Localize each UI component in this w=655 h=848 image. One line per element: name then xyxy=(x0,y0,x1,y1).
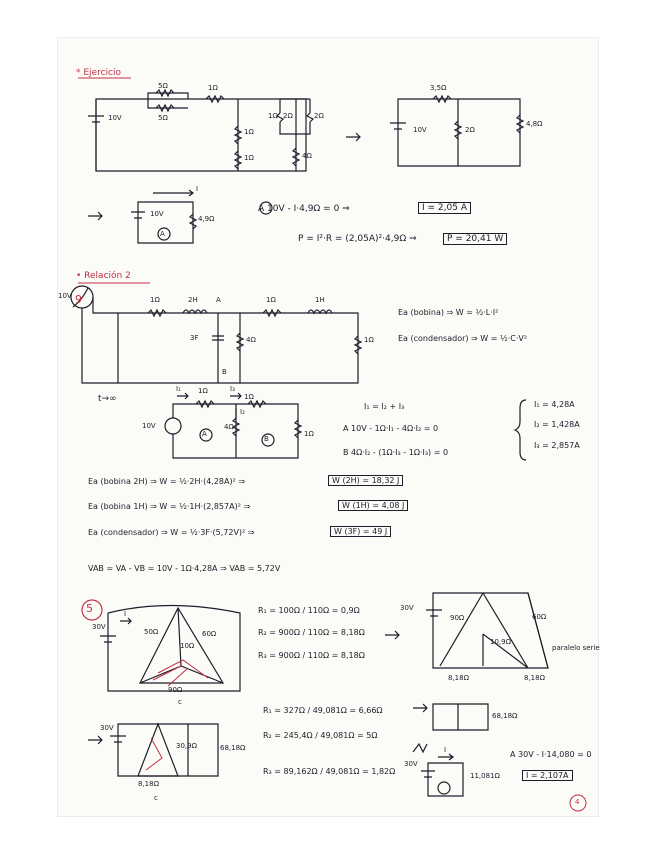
r3-calc: R₃ = 900Ω / 110Ω = 8,18Ω xyxy=(258,651,365,660)
c5f-result: I = 2,107A xyxy=(522,770,573,781)
r1-calc-b: R₁ = 327Ω / 49,081Ω = 6,66Ω xyxy=(263,706,383,715)
c1-label-1b: 1Ω xyxy=(244,128,254,136)
c2-label-node-a: A xyxy=(216,296,221,304)
kvl-a-eq: A 10V - 1Ω·I₁ - 4Ω·I₂ = 0 xyxy=(343,424,439,433)
heading-ejercicio: * Ejercicio xyxy=(76,68,121,78)
circuit-5-fourth xyxy=(433,704,488,730)
energy-capacitor-result: W (3F) = 49 J xyxy=(330,526,391,537)
circuit-1-simplified xyxy=(390,96,523,166)
c5-label-c: c xyxy=(178,698,182,706)
circuit-5-original xyxy=(82,600,240,691)
c5d-label-60: 60Ω xyxy=(532,613,547,621)
kcl-eq: I₁ = I₂ + I₃ xyxy=(364,402,405,411)
energy-capacitor: Ea (condensador) ⇒ W = ½·3F·(5,72V)² ⇒ xyxy=(88,528,255,537)
c5f-kvl: A 30V - I·14,080 = 0 xyxy=(510,750,592,759)
circuit-drawings xyxy=(58,38,598,816)
c2-label-3f: 3F xyxy=(190,334,199,342)
c2-label-10v: 10V xyxy=(58,292,72,300)
c5t-label-818: 8,18Ω xyxy=(138,780,159,788)
c2-label-1h: 1H xyxy=(315,296,325,304)
c1-label-5b: 5Ω xyxy=(158,114,168,122)
vab-eq: VAB = VA - VB = 10V - 1Ω·4,28A ⇒ VAB = 5,72V xyxy=(88,564,281,573)
c1-label-4: 4Ω xyxy=(302,152,312,160)
c2-label-2h: 2H xyxy=(188,296,198,304)
c1l-label-10v: 10V xyxy=(150,210,164,218)
c1-label-2b: 2Ω xyxy=(314,112,324,120)
c5t-label-c: c xyxy=(154,794,158,802)
c1s-label-35: 3,5Ω xyxy=(430,84,447,92)
c1-label-1d: 1Ω xyxy=(268,112,278,120)
r1-calc: R₁ = 100Ω / 110Ω = 0,9Ω xyxy=(258,606,360,615)
energy-coil-2h: Ea (bobina 2H) ⇒ W = ½·2H·(4,28A)² ⇒ xyxy=(88,477,246,486)
circuit-1-original xyxy=(88,90,313,171)
c5t-label-30v: 30V xyxy=(100,724,114,732)
c2s-label-a: A xyxy=(202,430,207,438)
c1-label-10v: 10V xyxy=(108,114,122,122)
c2s-label-r1c: 1Ω xyxy=(304,430,314,438)
c5-label-60: 60Ω xyxy=(202,630,217,638)
c2s-label-r1a: 1Ω xyxy=(198,387,208,395)
c5-label-i: I xyxy=(124,610,127,618)
circuit-5-final xyxy=(421,754,463,796)
c1s-label-48: 4,8Ω xyxy=(526,120,543,128)
c2s-label-10v: 10V xyxy=(142,422,156,430)
c2s-label-i3: I₃ xyxy=(230,385,235,393)
r3-calc-b: R₃ = 89,162Ω / 49,081Ω = 1,82Ω xyxy=(263,767,396,776)
c5d-label-818b: 8,18Ω xyxy=(524,674,545,682)
c1l-label-49: 4,9Ω xyxy=(198,215,215,223)
c2-label-1c: 1Ω xyxy=(364,336,374,344)
c2-label-1b: 1Ω xyxy=(266,296,276,304)
heading-relacion-2: • Relación 2 xyxy=(76,271,131,281)
c5-label-10: 10Ω xyxy=(180,642,195,650)
c5d-label-109: 10,9Ω xyxy=(490,638,511,646)
c5-label-30v: 30V xyxy=(92,623,106,631)
c1s-label-10v: 10V xyxy=(413,126,427,134)
r2-calc: R₂ = 900Ω / 110Ω = 8,18Ω xyxy=(258,628,365,637)
c5f-label-r: 11,081Ω xyxy=(470,772,500,780)
c5d-label-818a: 8,18Ω xyxy=(448,674,469,682)
problem-5-label: 5 xyxy=(86,602,93,615)
c1l-label-i: I xyxy=(196,185,199,193)
r2-calc-b: R₂ = 245,4Ω / 49,081Ω = 5Ω xyxy=(263,731,378,740)
page-number: 4 xyxy=(575,798,580,806)
c5d-note-serie: paralelo serie xyxy=(552,644,600,652)
c1-label-2a: 2Ω xyxy=(283,112,293,120)
circuit-5-delta xyxy=(426,593,548,668)
c1-label-5a: 5Ω xyxy=(158,82,168,90)
c5f-label-68: 68,18Ω xyxy=(492,712,518,720)
sol-i1: I₁ = 4,28A xyxy=(534,400,575,409)
c1l-label-a: A xyxy=(160,230,165,238)
eq-2: P = I²·R = (2,05A)²·4,9Ω ⇒ xyxy=(298,234,417,244)
c2s-label-i2: I₂ xyxy=(240,408,245,416)
c2s-label-4: 4Ω xyxy=(224,423,234,431)
energy-capacitor-formula: Ea (condensador) ⇒ W = ½·C·V² xyxy=(398,334,528,343)
energy-coil-2h-result: W (2H) = 18,32 J xyxy=(328,475,403,486)
c2s-label-i1: I₁ xyxy=(176,385,181,393)
c1s-label-2: 2Ω xyxy=(465,126,475,134)
c1-label-1a: 1Ω xyxy=(208,84,218,92)
result-power: P = 20,41 W xyxy=(443,233,507,245)
c1-label-1c: 1Ω xyxy=(244,154,254,162)
sol-i2: I₂ = 1,428A xyxy=(534,420,580,429)
c2-label-1a: 1Ω xyxy=(150,296,160,304)
c5d-label-90: 90Ω xyxy=(450,614,465,622)
c5-label-90: 90Ω xyxy=(168,686,183,694)
c5-label-50: 50Ω xyxy=(144,628,159,636)
c5f-label-i: I xyxy=(444,746,447,754)
energy-coil-formula: Ea (bobina) ⇒ W = ½·L·I² xyxy=(398,308,499,317)
result-current: I = 2,05 A xyxy=(418,202,471,214)
notebook-page xyxy=(58,38,598,816)
kvl-b-eq: B 4Ω·I₂ - (1Ω·I₃ - 1Ω·I₃) = 0 xyxy=(343,448,449,457)
energy-coil-1h-result: W (1H) = 4,08 J xyxy=(338,500,408,511)
problem-9-label: 9 xyxy=(75,293,82,306)
c2s-label-r1b: 1Ω xyxy=(244,393,254,401)
sol-i3: I₃ = 2,857A xyxy=(534,441,580,450)
t-infinity: t→∞ xyxy=(98,394,117,404)
circuit-5-third xyxy=(110,724,218,776)
c5t-label-309: 30,9Ω xyxy=(176,742,197,750)
c5f-label-30v: 30V xyxy=(404,760,418,768)
c2-label-node-b: B xyxy=(222,368,227,376)
c5d-label-30v: 30V xyxy=(400,604,414,612)
c2-label-4: 4Ω xyxy=(246,336,256,344)
c2s-label-b: B xyxy=(264,435,269,443)
eq-1: A 10V - I·4,9Ω = 0 ⇒ xyxy=(258,204,350,214)
energy-coil-1h: Ea (bobina 1H) ⇒ W = ½·1H·(2,857A)² ⇒ xyxy=(88,502,251,511)
c5t-label-6818: 68,18Ω xyxy=(220,744,246,752)
